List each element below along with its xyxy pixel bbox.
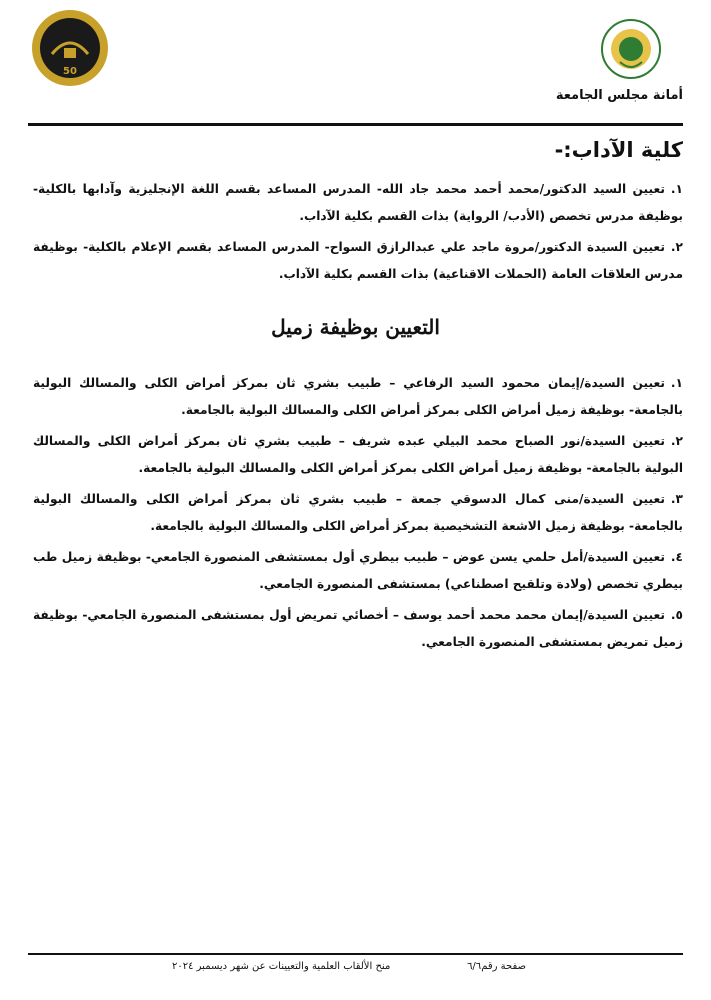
svg-text:50: 50 [63, 66, 77, 77]
list-item [33, 234, 683, 288]
item-text: تعيين السيدة/نور الصباح محمد البيلي عبده شريف – طبيب بشري ثان بمركز أمراض الكلى والمسالك البولية بالجامعة- بوظيفة زميل أمراض الكلى بمركز أمراض الكلى والمسالك البولية بالجامعة. [33, 434, 683, 475]
item-number: ١. [670, 376, 683, 390]
footer-description: منح الألقاب العلمية والتعيينات عن شهر ديسمبر ٢٠٢٤ [172, 961, 391, 972]
anniversary-seal-logo [30, 8, 110, 88]
item-number: ٥. [670, 608, 683, 622]
item-text: تعيين السيدة/إيمان محمود السيد الرفاعي – طبيب بشري ثان بمركز أمراض الكلى والمسالك البولية بالجامعة- بوظيفة زميل أمراض الكلى بمركز أمراض الكلى والمسالك البولية بالجامعة. [33, 376, 683, 417]
list-item [33, 428, 683, 482]
item-number: ١. [670, 182, 683, 196]
header-divider [28, 123, 683, 126]
item-number: ٤. [670, 550, 683, 564]
page-number: صفحة رقم٦/٦ [467, 961, 526, 972]
item-text: تعيين السيد الدكتور/محمد أحمد محمد جاد الله- المدرس المساعد بقسم اللغة الإنجليزية وآدابها بالكلية- بوظيفة مدرس تخصص (الأدب/ الرواية) بذات القسم بكلية الآداب. [33, 182, 683, 223]
footer-divider [28, 953, 683, 955]
fellowship-heading: التعيين بوظيفة زميل [271, 315, 440, 339]
item-number: ٢. [670, 434, 683, 448]
item-text: تعيين السيدة/إيمان محمد محمد أحمد يوسف – أخصائي تمريض أول بمستشفى المنصورة الجامعي- بوظيفة زميل تمريض بمستشفى المنصورة الجامعي. [33, 608, 683, 649]
item-text: تعيين السيدة/أمل حلمي يسن عوض – طبيب بيطري أول بمستشفى المنصورة الجامعي- بوظيفة زميل طب بيطري تخصص (ولادة وتلقيح اصطناعي) بمستشفى المنصورة الجامعي. [33, 550, 683, 591]
item-number: ٢. [670, 240, 683, 254]
list-item [33, 602, 683, 656]
list-item [33, 176, 683, 230]
item-text: تعيين السيدة/منى كمال الدسوقي جمعة – طبيب بشري ثان بمركز أمراض الكلى والمسالك البولية بالجامعة- بوظيفة زميل الاشعة التشخيصية بمركز أمراض الكلى والمسالك البولية بالجامعة. [33, 492, 683, 533]
council-secretariat-label: أمانة مجلس الجامعة [555, 88, 683, 103]
item-text: تعيين السيدة الدكتور/مروة ماجد علي عبدالرازق السواح- المدرس المساعد بقسم الإعلام بالكلية- بوظيفة مدرس العلاقات العامة (الحملات الاقناعية) بذات القسم بكلية الآداب. [33, 240, 683, 281]
university-logo [600, 18, 662, 80]
section-title: كلية الآداب:- [554, 138, 683, 162]
list-item [33, 486, 683, 540]
list-item [33, 544, 683, 598]
list-item [33, 370, 683, 424]
item-number: ٣. [670, 492, 683, 506]
